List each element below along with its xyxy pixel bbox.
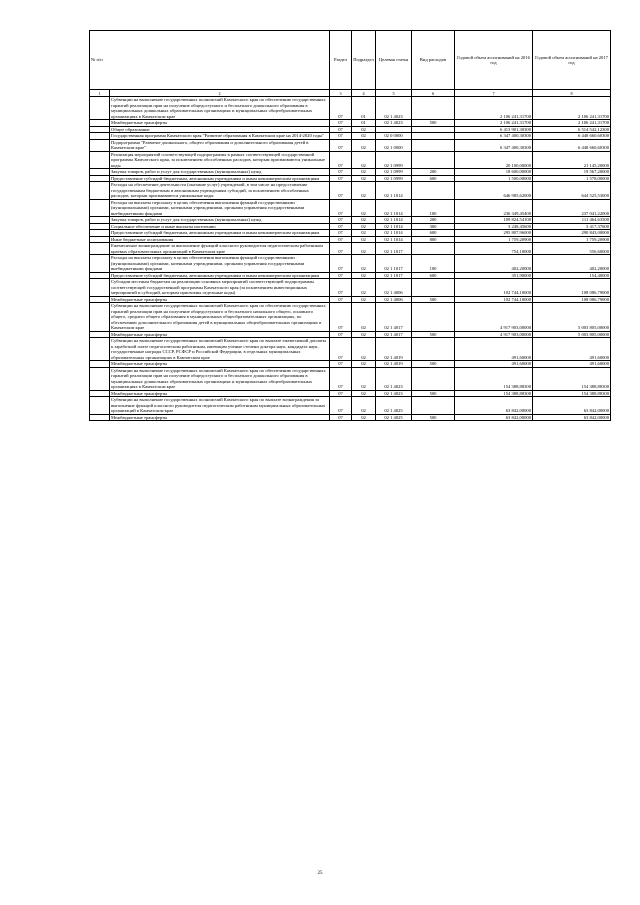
- row-podrazdel: 02: [352, 272, 376, 279]
- row-num: [90, 182, 110, 200]
- row-podrazdel: 02: [352, 279, 376, 297]
- row-celevaya-statya: 02 1 4019: [376, 361, 412, 368]
- row-name: Общее образование: [110, 126, 330, 133]
- row-name: Предоставление субсидий бюджетным, автономным учреждениям и иным некоммерческим организациям: [110, 272, 330, 279]
- row-celevaya-statya: 02 1 4006: [376, 279, 412, 297]
- row-name: Расходы на обеспечение деятельности (оказание услуг) учреждений, в том числе на предоставление государственным бюджетным и автономным учреждениям субсидий, за исключением обособленных расходов, которым присваиваются уникальные коды: [110, 182, 330, 200]
- column-number: 1: [90, 90, 110, 97]
- row-celevaya-statya: 02 1 1014: [376, 199, 412, 217]
- row-vid-rashodov: 600: [412, 175, 455, 182]
- header-razdel: Раздел: [330, 31, 352, 90]
- row-vid-rashodov: [412, 279, 455, 297]
- row-value-2017: 6 448 660,60300: [533, 139, 611, 151]
- row-value-2016: 1 759,20900: [455, 236, 533, 243]
- row-value-2017: 154 388,88300: [533, 390, 611, 397]
- row-value-2017: 1 578,00000: [533, 175, 611, 182]
- row-vid-rashodov: 500: [412, 390, 455, 397]
- row-razdel: 07: [330, 133, 352, 140]
- row-razdel: 07: [330, 279, 352, 297]
- row-razdel: 07: [330, 414, 352, 421]
- row-value-2017: 2 106 241,31700: [533, 120, 611, 127]
- row-num: [90, 139, 110, 151]
- row-value-2017: 63 842,00000: [533, 397, 611, 415]
- row-value-2016: 6 413 901,30300: [455, 126, 533, 133]
- row-podrazdel: 01: [352, 97, 376, 120]
- row-name: Предоставление субсидий бюджетным, автономным учреждениям и иным некоммерческим организациям: [110, 230, 330, 237]
- row-celevaya-statya: 02 1 4025: [376, 414, 412, 421]
- row-value-2017: 1 759,20900: [533, 236, 611, 243]
- row-value-2016: 754,10000: [455, 243, 533, 255]
- row-podrazdel: 02: [352, 390, 376, 397]
- row-podrazdel: 02: [352, 236, 376, 243]
- row-name: Субвенции на выполнение государственных полномочий Камчатского края по обеспечению государственных гарантий реализации прав на получение общедоступного и бесплатного дошкольного образования в муниципальных дошкольных образовательных организациях и муниципальных общеобразовательных организациях в Камчатском крае: [110, 97, 330, 120]
- row-num: [90, 338, 110, 361]
- table-row: [90, 139, 611, 151]
- row-celevaya-statya: 02 1 4019: [376, 338, 412, 361]
- row-vid-rashodov: [412, 182, 455, 200]
- row-value-2017: 491,60000: [533, 338, 611, 361]
- table-row: [90, 243, 611, 255]
- row-podrazdel: 02: [352, 255, 376, 273]
- row-podrazdel: 02: [352, 199, 376, 217]
- row-vid-rashodov: [412, 397, 455, 415]
- row-value-2016: 646 985,62000: [455, 182, 533, 200]
- budget-table: [89, 30, 611, 421]
- table-header-row: [90, 31, 611, 90]
- row-vid-rashodov: 200: [412, 217, 455, 224]
- row-razdel: 07: [330, 361, 352, 368]
- row-name: Расходы на выплаты персоналу в целях обеспечения выполнения функций государственными (муниципальными) органами, казенными учреждениями, органами управления государственными внебюджетными фондами: [110, 199, 330, 217]
- row-celevaya-statya: 02 1 4025: [376, 397, 412, 415]
- row-value-2017: 5 003 805,00000: [533, 331, 611, 338]
- row-celevaya-statya: 02 1 1017: [376, 272, 412, 279]
- row-razdel: 07: [330, 126, 352, 133]
- row-name: Расходы на выплаты персоналу в целях обеспечения выполнения функций государственными (муниципальными) органами, казенными учреждениями, органами управления государственными внебюджетными фондами: [110, 255, 330, 273]
- row-name: Субвенции на выполнение государственных полномочий Камчатского края по обеспечению государственных гарантий реализации прав на получение общедоступного и бесплатного начального общего, основного общего, среднего общего образования в муниципальных общеобразовательных организациях, по обеспечению дополнительного образования детей в муниципальных общеобразовательных организациях в Камчатском крае: [110, 303, 330, 332]
- row-name: Межбюджетные трансферты: [110, 296, 330, 303]
- row-celevaya-statya: 02 1 1017: [376, 255, 412, 273]
- row-vid-rashodov: [412, 303, 455, 332]
- row-value-2017: 644 525,53000: [533, 182, 611, 200]
- row-value-2016: 63 842,00000: [455, 414, 533, 421]
- table-row: [90, 338, 611, 361]
- page-number: 25: [317, 871, 323, 876]
- row-value-2017: 63 842,00000: [533, 414, 611, 421]
- row-value-2016: 3 248,45600: [455, 223, 533, 230]
- row-celevaya-statya: 02 1 1014: [376, 223, 412, 230]
- row-vid-rashodov: 100: [412, 255, 455, 273]
- row-name: Субвенции на выполнение государственных полномочий Камчатского края по выплате вознаграждения за выполнение функций классного руководителя педагогическим работникам муниципальных образовательных организаций в Камчатском крае: [110, 397, 330, 415]
- row-podrazdel: 02: [352, 182, 376, 200]
- row-razdel: 07: [330, 230, 352, 237]
- row-value-2017: 154,40000: [533, 272, 611, 279]
- row-razdel: 07: [330, 338, 352, 361]
- row-podrazdel: 02: [352, 303, 376, 332]
- row-value-2017: 6 514 542,12300: [533, 126, 611, 133]
- row-num: [90, 397, 110, 415]
- row-vid-rashodov: 600: [412, 272, 455, 279]
- header-num: № п/п: [90, 31, 330, 90]
- row-podrazdel: 02: [352, 361, 376, 368]
- row-razdel: 07: [330, 390, 352, 397]
- row-razdel: 07: [330, 236, 352, 243]
- table-row: [90, 151, 611, 169]
- row-vid-rashodov: 500: [412, 331, 455, 338]
- row-podrazdel: 02: [352, 243, 376, 255]
- row-value-2016: 351,90000: [455, 272, 533, 279]
- row-celevaya-statya: 02 1 4017: [376, 303, 412, 332]
- row-value-2017: 154 388,88300: [533, 367, 611, 390]
- row-razdel: 07: [330, 182, 352, 200]
- table-row: [90, 414, 611, 421]
- table-row: [90, 303, 611, 332]
- row-value-2017: 491,60000: [533, 361, 611, 368]
- row-vid-rashodov: 800: [412, 236, 455, 243]
- table-body: [90, 97, 611, 421]
- row-vid-rashodov: 500: [412, 120, 455, 127]
- row-value-2017: 108 086,79000: [533, 279, 611, 297]
- row-vid-rashodov: [412, 338, 455, 361]
- table-row: [90, 367, 611, 390]
- row-razdel: 07: [330, 151, 352, 169]
- row-num: [90, 97, 110, 120]
- row-celevaya-statya: 02 1 4023: [376, 97, 412, 120]
- row-name: Межбюджетные трансферты: [110, 390, 330, 397]
- row-celevaya-statya: 02 1 1014: [376, 182, 412, 200]
- row-podrazdel: 02: [352, 230, 376, 237]
- row-value-2017: 111 464,63500: [533, 217, 611, 224]
- row-razdel: 07: [330, 120, 352, 127]
- row-celevaya-statya: 02 1 4006: [376, 296, 412, 303]
- row-value-2017: 108 086,79000: [533, 296, 611, 303]
- row-num: [90, 367, 110, 390]
- row-vid-rashodov: [412, 139, 455, 151]
- row-celevaya-statya: 02 1 1017: [376, 243, 412, 255]
- row-value-2016: 491,60000: [455, 338, 533, 361]
- row-value-2016: 295 807,96000: [455, 230, 533, 237]
- row-podrazdel: 02: [352, 414, 376, 421]
- row-vid-rashodov: 200: [412, 169, 455, 176]
- row-num: [90, 255, 110, 273]
- row-podrazdel: 02: [352, 133, 376, 140]
- row-podrazdel: 02: [352, 169, 376, 176]
- row-value-2017: 290 843,00000: [533, 230, 611, 237]
- row-name: Иные бюджетные ассигнования: [110, 236, 330, 243]
- row-celevaya-statya: 02 1 4017: [376, 331, 412, 338]
- row-value-2016: 491,60000: [455, 361, 533, 368]
- row-vid-rashodov: [412, 97, 455, 120]
- row-value-2016: 6 347 400,30300: [455, 133, 533, 140]
- row-value-2016: 2 106 241,31700: [455, 120, 533, 127]
- column-numbers-row: [90, 90, 611, 97]
- row-podrazdel: 02: [352, 126, 376, 133]
- row-value-2016: 402,20000: [455, 255, 533, 273]
- row-vid-rashodov: 100: [412, 199, 455, 217]
- row-razdel: 07: [330, 97, 352, 120]
- row-vid-rashodov: [412, 367, 455, 390]
- row-value-2016: 63 842,00000: [455, 397, 533, 415]
- row-name: Предоставление субсидий бюджетным, автономным учреждениям и иным некоммерческим организациям: [110, 175, 330, 182]
- row-value-2016: 4 917 903,00000: [455, 331, 533, 338]
- row-celevaya-statya: 02 1 1014: [376, 217, 412, 224]
- row-podrazdel: 02: [352, 296, 376, 303]
- row-value-2017: 6 448 660,60300: [533, 133, 611, 140]
- row-podrazdel: 02: [352, 397, 376, 415]
- row-value-2016: 2 106 241,31700: [455, 97, 533, 120]
- row-celevaya-statya: 02 0 0000: [376, 133, 412, 140]
- row-podrazdel: 02: [352, 338, 376, 361]
- table-row: [90, 255, 611, 273]
- row-name: Субвенции на выполнение государственных полномочий Камчатского края по обеспечению государственных гарантий реализации прав на получение общедоступного и бесплатного дошкольного образования в муниципальных дошкольных образовательных организациях и муниципальных общеобразовательных организациях в Камчатском крае: [110, 367, 330, 390]
- row-name: Межбюджетные трансферты: [110, 414, 330, 421]
- table-row: [90, 279, 611, 297]
- row-podrazdel: 02: [352, 139, 376, 151]
- row-vid-rashodov: 300: [412, 223, 455, 230]
- row-value-2016: 154 388,88300: [455, 390, 533, 397]
- row-razdel: 07: [330, 296, 352, 303]
- row-value-2017: 21 145,20000: [533, 151, 611, 169]
- row-value-2016: 154 388,88300: [455, 367, 533, 390]
- row-razdel: 07: [330, 367, 352, 390]
- row-razdel: 07: [330, 243, 352, 255]
- row-celevaya-statya: 02 1 4023: [376, 390, 412, 397]
- column-number: 2: [110, 90, 330, 97]
- column-number: 3: [330, 90, 352, 97]
- column-number: 4: [352, 90, 376, 97]
- row-vid-rashodov: 500: [412, 414, 455, 421]
- row-razdel: 07: [330, 223, 352, 230]
- row-value-2016: 1 500,00000: [455, 175, 533, 182]
- row-name: Государственная программа Камчатского края "Развитие образования в Камчатском крае на 2014-2020 годы": [110, 133, 330, 140]
- row-podrazdel: 01: [352, 120, 376, 127]
- row-name: Межбюджетные трансферты: [110, 331, 330, 338]
- row-name: Субсидии местным бюджетам на реализацию основных мероприятий соответствующей подпрограммы соответствующей государственной программы Камчатского края (за исключением инвестиционных мероприятий и субсидий, которым присвоены отдельные коды): [110, 279, 330, 297]
- row-celevaya-statya: 02 1 1014: [376, 236, 412, 243]
- header-vid-rashodov: Вид расходов: [412, 31, 455, 90]
- row-razdel: 07: [330, 255, 352, 273]
- row-razdel: 07: [330, 199, 352, 217]
- row-value-2017: 3 417,37600: [533, 223, 611, 230]
- row-num: [90, 279, 110, 297]
- row-name: Межбюджетные трансферты: [110, 120, 330, 127]
- column-number: 8: [533, 90, 611, 97]
- row-name: Социальное обеспечение и иные выплаты населению: [110, 223, 330, 230]
- row-name: Реализация мероприятий соответствующей подпрограммы в рамках соответствующей государственной программы Камчатского края, за исключением обособленных расходов, которым присваиваются уникальные коды: [110, 151, 330, 169]
- row-podrazdel: 02: [352, 217, 376, 224]
- row-value-2016: 102 744,10000: [455, 279, 533, 297]
- table-row: [90, 182, 611, 200]
- row-celevaya-statya: 02 1 0999: [376, 175, 412, 182]
- row-razdel: 07: [330, 169, 352, 176]
- row-num: [90, 303, 110, 332]
- row-num: [90, 151, 110, 169]
- row-value-2017: 5 003 805,00000: [533, 303, 611, 332]
- row-name: Подпрограмма "Развитие дошкольного, общего образования и дополнительного образования детей в Камчатском крае": [110, 139, 330, 151]
- row-celevaya-statya: 02 1 4023: [376, 120, 412, 127]
- row-vid-rashodov: 600: [412, 230, 455, 237]
- row-celevaya-statya: 02 1 0999: [376, 169, 412, 176]
- column-number: 6: [412, 90, 455, 97]
- row-name: Субвенции на выполнение государственных полномочий Камчатского края по выплате ежемесячной доплаты к заработной плате педагогическим работникам, имеющим ученые степени доктора наук, кандидата наук, государственные награды СССР, РСФСР и Российской Федерации, в отдельных муниципальных образовательных организациях в Камчатском крае: [110, 338, 330, 361]
- row-value-2016: 236 349,45400: [455, 199, 533, 217]
- row-name: Закупка товаров, работ и услуг для государственных (муниципальных) нужд: [110, 217, 330, 224]
- row-razdel: 07: [330, 303, 352, 332]
- row-value-2016: 102 744,10000: [455, 296, 533, 303]
- header-podrazdel: Подраздел: [352, 31, 376, 90]
- row-celevaya-statya: 02 1 0999: [376, 151, 412, 169]
- row-value-2017: 237 041,22000: [533, 199, 611, 217]
- budget-table-page: [89, 30, 610, 421]
- row-razdel: 07: [330, 217, 352, 224]
- table-row: [90, 397, 611, 415]
- header-2016: Годовой объем ассигнований на 2016 год: [455, 31, 533, 90]
- row-value-2017: 2 106 241,31700: [533, 97, 611, 120]
- row-razdel: 07: [330, 272, 352, 279]
- row-name: Закупка товаров, работ и услуг для государственных (муниципальных) нужд: [110, 169, 330, 176]
- row-vid-rashodov: 500: [412, 296, 455, 303]
- row-value-2016: 109 824,54100: [455, 217, 533, 224]
- row-celevaya-statya: 02 1 1014: [376, 230, 412, 237]
- row-celevaya-statya: 02 1 4023: [376, 367, 412, 390]
- row-razdel: 07: [330, 175, 352, 182]
- row-vid-rashodov: 500: [412, 361, 455, 368]
- row-razdel: 07: [330, 331, 352, 338]
- header-celevaya-statya: Целевая статья: [376, 31, 412, 90]
- row-name: Ежемесячное вознаграждение за выполнение функций классного руководителя педагогическим работникам краевых образовательных организаций в Камчатском крае: [110, 243, 330, 255]
- table-row: [90, 199, 611, 217]
- row-podrazdel: 02: [352, 151, 376, 169]
- row-value-2017: 402,20000: [533, 255, 611, 273]
- row-value-2016: 4 917 903,00000: [455, 303, 533, 332]
- row-podrazdel: 02: [352, 367, 376, 390]
- row-podrazdel: 02: [352, 331, 376, 338]
- table-row: [90, 97, 611, 120]
- row-podrazdel: 02: [352, 223, 376, 230]
- row-value-2016: 20 100,00000: [455, 151, 533, 169]
- column-number: 7: [455, 90, 533, 97]
- row-num: [90, 199, 110, 217]
- header-2017: Годовой объем ассигнований на 2017 год: [533, 31, 611, 90]
- row-vid-rashodov: [412, 151, 455, 169]
- row-celevaya-statya: 02 1 0000: [376, 139, 412, 151]
- row-value-2016: 6 347 400,30300: [455, 139, 533, 151]
- row-razdel: 07: [330, 397, 352, 415]
- row-value-2016: 18 600,00000: [455, 169, 533, 176]
- row-value-2017: 19 567,20000: [533, 169, 611, 176]
- column-number: 5: [376, 90, 412, 97]
- row-value-2017: 556,60000: [533, 243, 611, 255]
- row-name: Межбюджетные трансферты: [110, 361, 330, 368]
- row-vid-rashodov: [412, 243, 455, 255]
- row-podrazdel: 02: [352, 175, 376, 182]
- row-razdel: 07: [330, 139, 352, 151]
- row-num: [90, 243, 110, 255]
- row-num: [90, 414, 110, 421]
